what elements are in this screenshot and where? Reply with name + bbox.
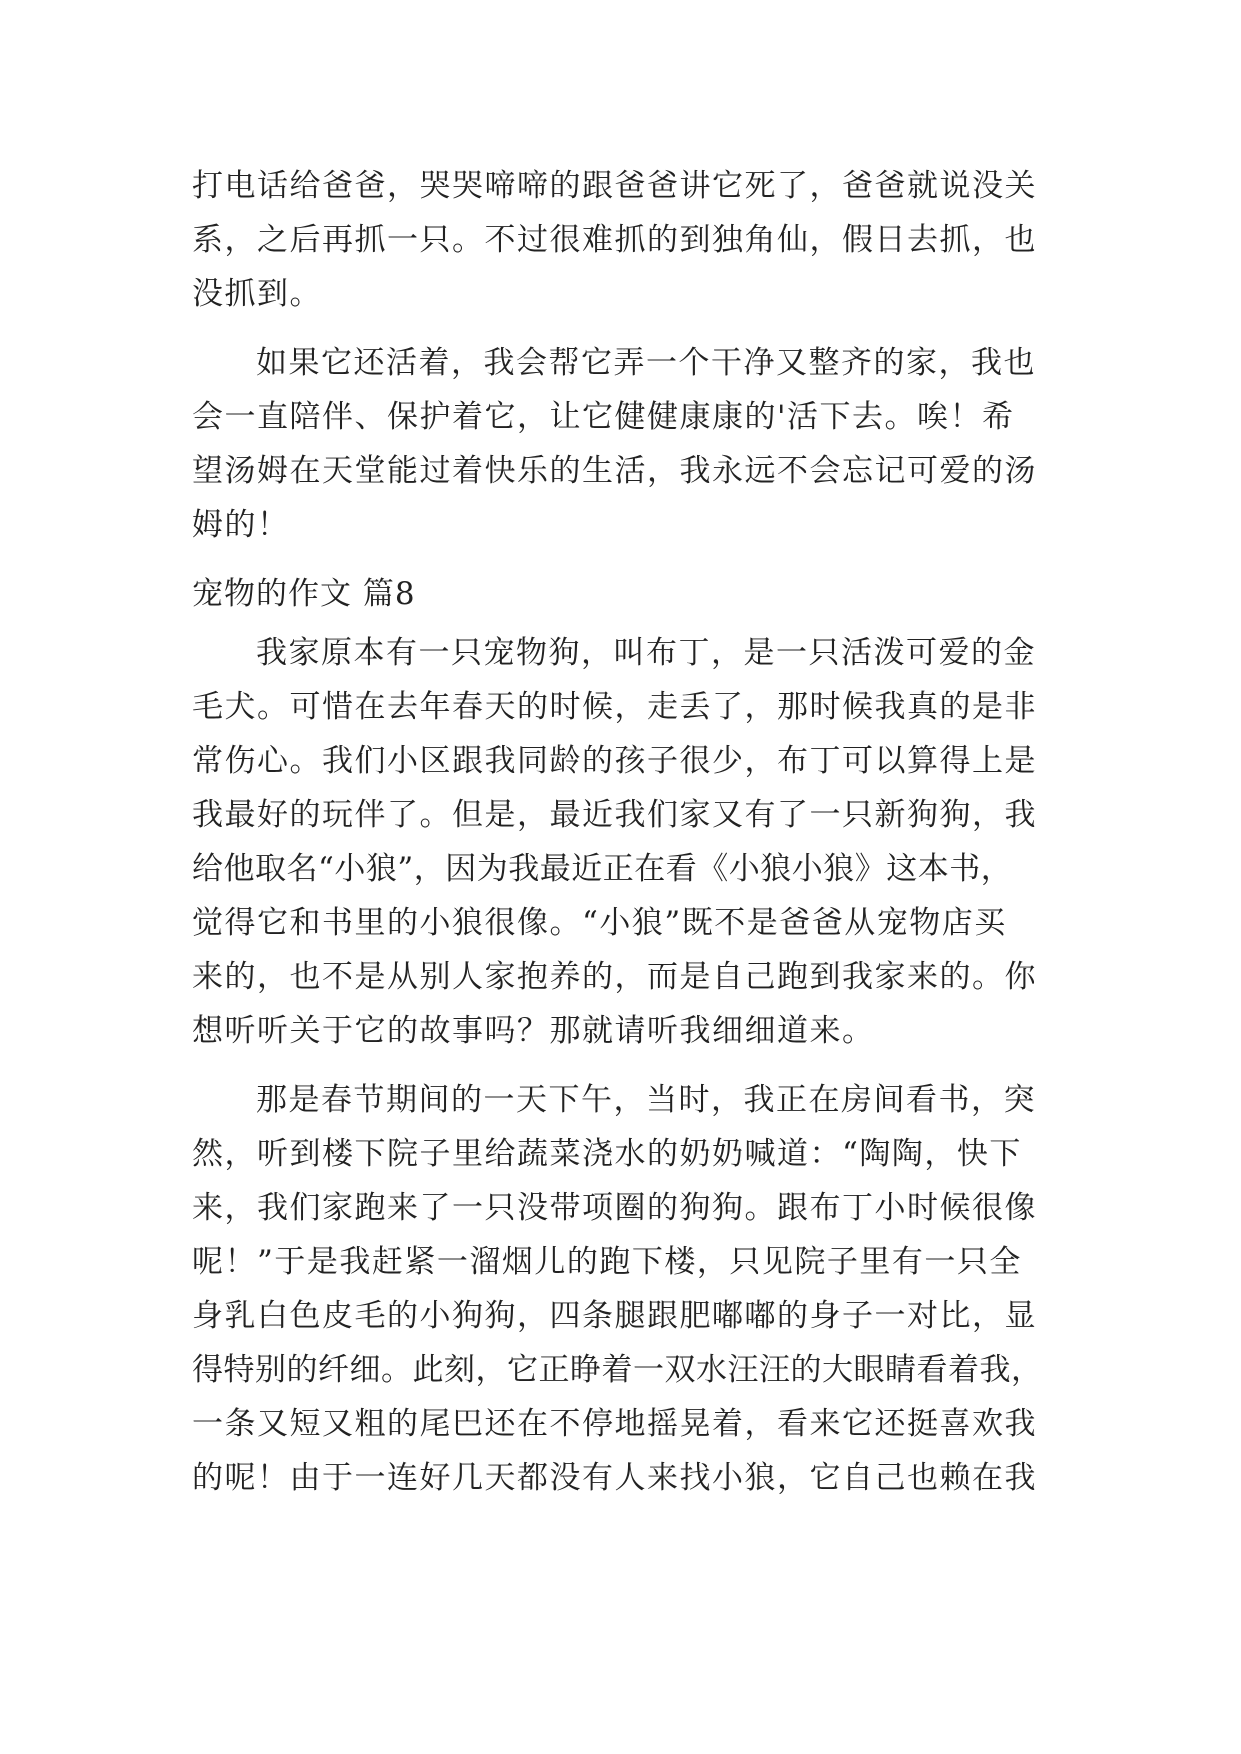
text-line: 没抓到。	[192, 276, 322, 312]
text-line: 觉得它和书里的小狼很像。“小狼”既不是爸爸从宠物店买	[192, 905, 1007, 941]
text-line: 我家原本有一只宠物狗，叫布丁，是一只活泼可爱的金	[256, 635, 1036, 671]
text-line: 打电话给爸爸，哭哭啼啼的跟爸爸讲它死了，爸爸就说没关	[192, 168, 1037, 204]
text-line: 身乳白色皮毛的小狗狗，四条腿跟肥嘟嘟的身子一对比，显	[192, 1298, 1037, 1334]
text-line: 常伤心。我们小区跟我同龄的孩子很少，布丁可以算得上是	[192, 743, 1037, 779]
text-line: 得特别的纤细。此刻，它正睁着一双水汪汪的大眼睛看着我，	[192, 1352, 1043, 1388]
text-line: 会一直陪伴、保护着它，让它健健康康的'活下去。唉！希	[192, 399, 1015, 435]
section-heading: 宠物的作文 篇8	[192, 576, 416, 612]
text-line: 系，之后再抓一只。不过很难抓的到独角仙，假日去抓，也	[192, 222, 1037, 258]
text-line: 呢！”于是我赶紧一溜烟儿的跑下楼，只见院子里有一只全	[192, 1244, 1022, 1280]
text-line: 那是春节期间的一天下午，当时，我正在房间看书，突	[256, 1082, 1036, 1118]
text-line: 来的，也不是从别人家抱养的，而是自己跑到我家来的。你	[192, 959, 1037, 995]
text-line: 然，听到楼下院子里给蔬菜浇水的奶奶喊道：“陶陶，快下	[192, 1136, 1022, 1172]
text-line: 姆的！	[192, 507, 290, 543]
text-line: 我最好的玩伴了。但是，最近我们家又有了一只新狗狗，我	[192, 797, 1037, 833]
text-line: 来，我们家跑来了一只没带项圈的狗狗。跟布丁小时候很像	[192, 1190, 1037, 1226]
text-line: 望汤姆在天堂能过着快乐的生活，我永远不会忘记可爱的汤	[192, 453, 1037, 489]
text-line: 一条又短又粗的尾巴还在不停地摇晃着，看来它还挺喜欢我	[192, 1406, 1037, 1442]
text-line: 毛犬。可惜在去年春天的时候，走丢了，那时候我真的是非	[192, 689, 1037, 725]
text-line: 如果它还活着，我会帮它弄一个干净又整齐的家，我也	[256, 345, 1036, 381]
text-line: 想听听关于它的故事吗？那就请听我细细道来。	[192, 1013, 875, 1049]
text-line: 的呢！由于一连好几天都没有人来找小狼，它自己也赖在我	[192, 1460, 1037, 1496]
text-line: 给他取名“小狼”，因为我最近正在看《小狼小狼》这本书，	[192, 851, 1013, 887]
